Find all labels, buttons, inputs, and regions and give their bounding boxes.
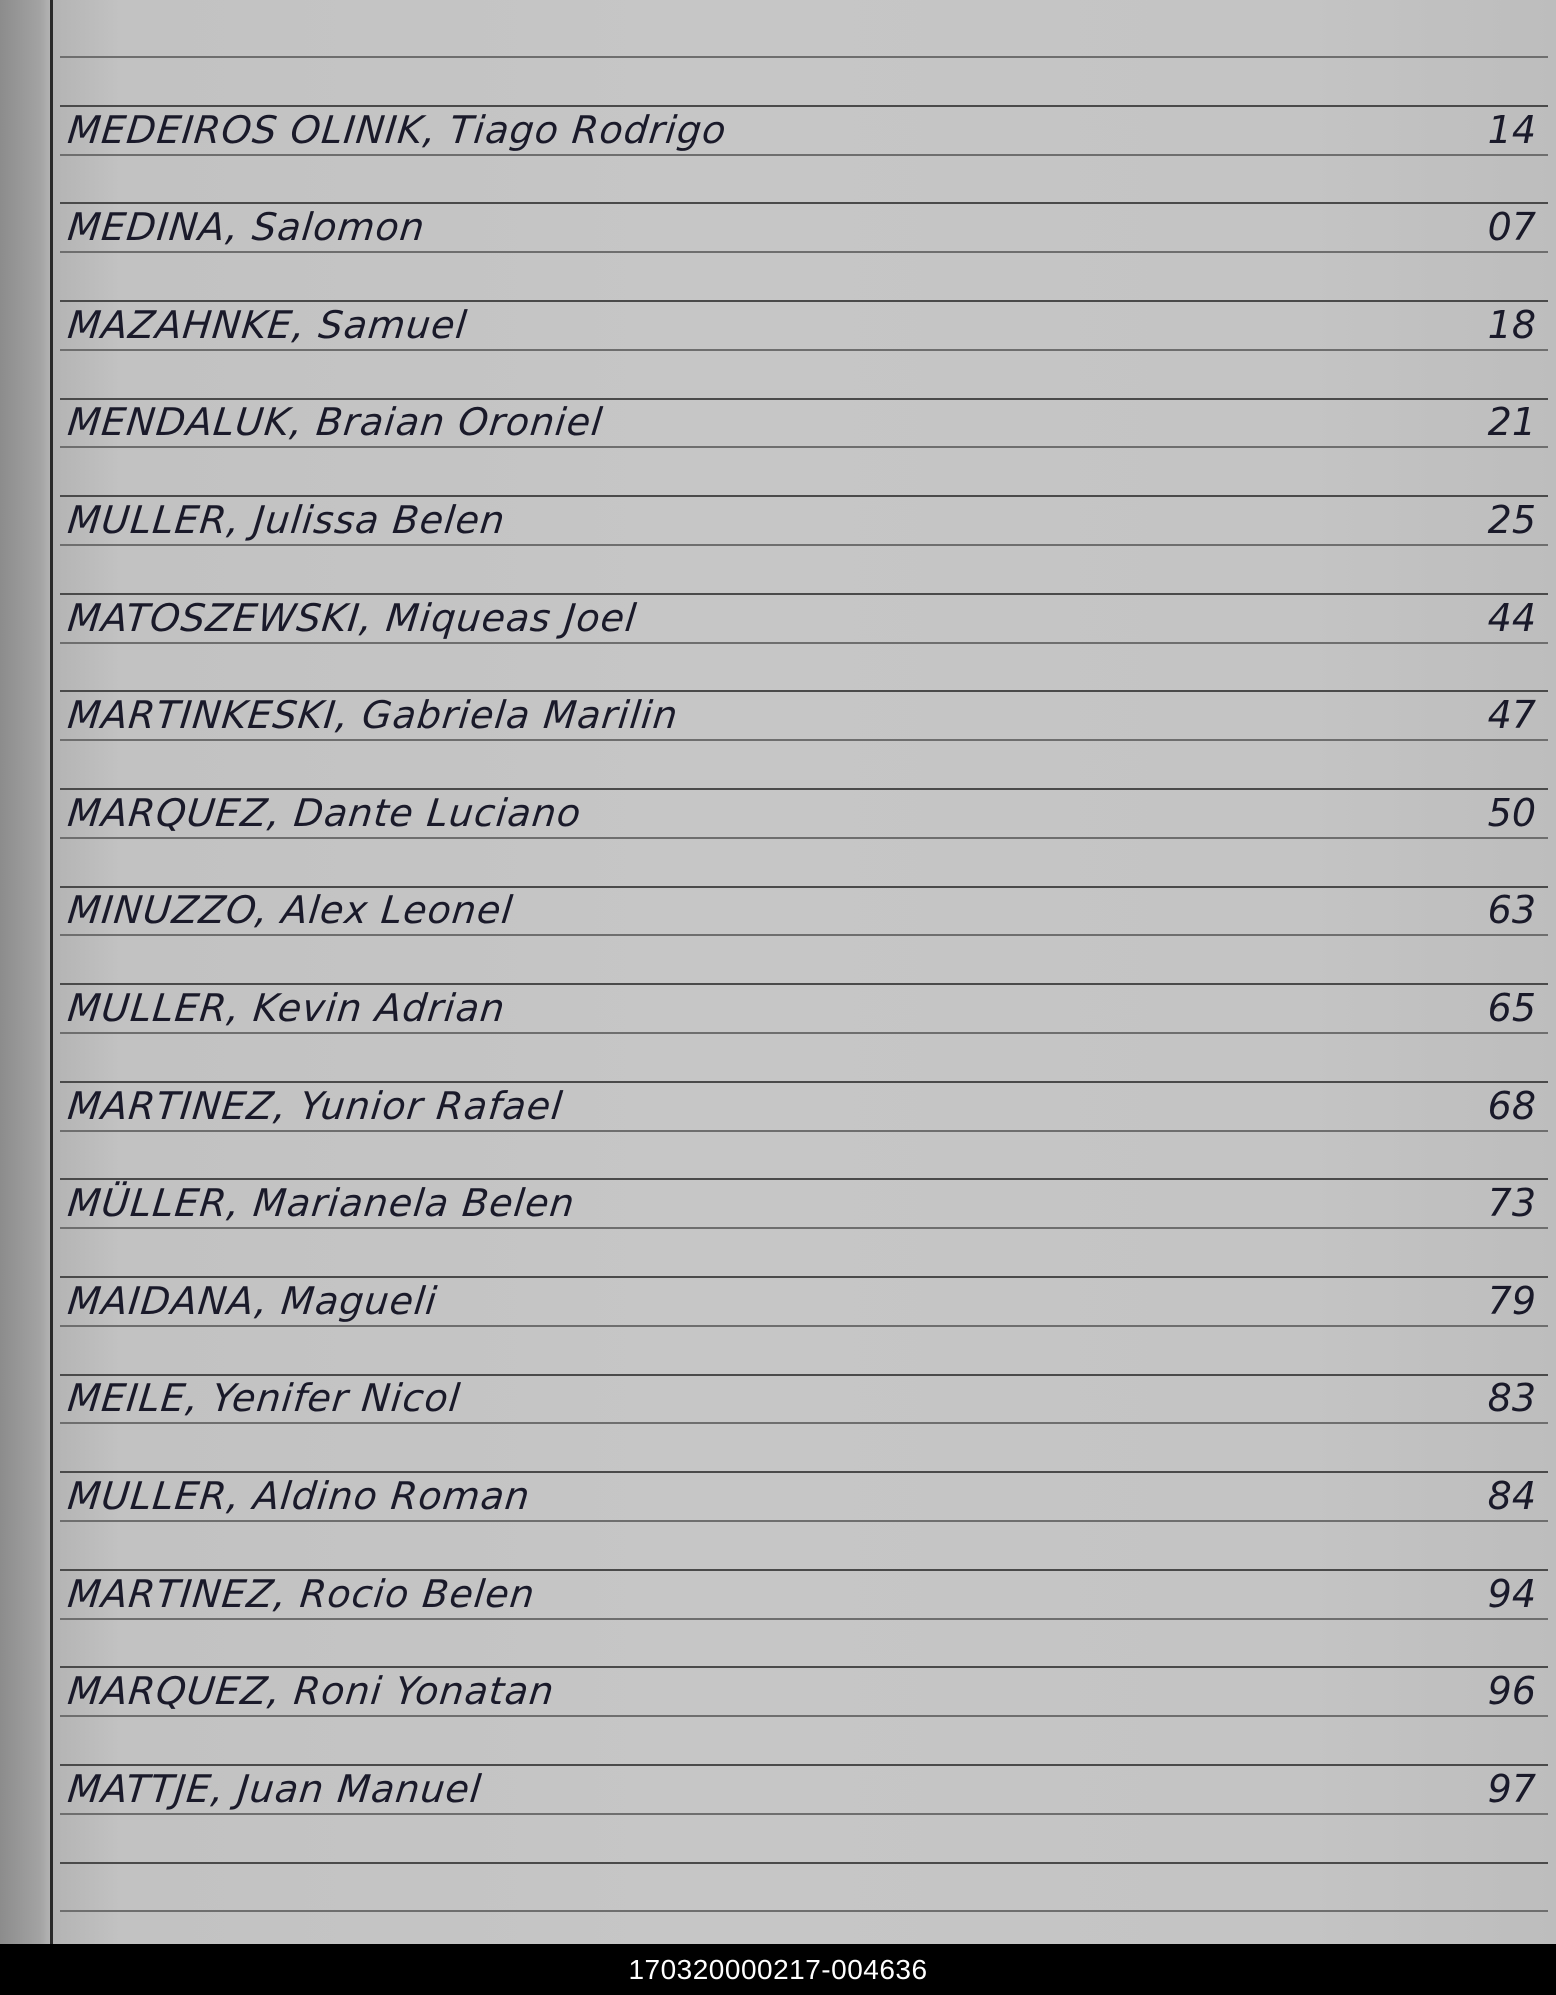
student-name: MULLER, Julissa Belen [65,498,508,542]
student-number: 44 [1487,596,1536,640]
student-name: MEILE, Yenifer Nicol [65,1376,463,1420]
list-item [60,1568,1548,1618]
student-name: MARQUEZ, Roni Yonatan [65,1669,557,1713]
list-item [60,592,1548,642]
list-item [60,1763,1548,1813]
ruled-line [60,642,1548,644]
student-name: MARTINKESKI, Gabriela Marilin [65,693,681,737]
list-item [60,1665,1548,1715]
list-item [60,884,1548,934]
student-number: 25 [1487,498,1536,542]
ruled-line [60,1520,1548,1522]
student-number: 96 [1487,1669,1536,1713]
ruled-line [60,1227,1548,1229]
ruled-line [60,739,1548,741]
ruled-line [60,1130,1548,1132]
ruled-line [60,1862,1548,1864]
margin-line [50,0,53,1944]
student-name: MAZAHNKE, Samuel [65,303,470,347]
list-item [60,982,1548,1032]
student-name: MÜLLER, Marianela Belen [65,1181,578,1225]
student-number: 50 [1487,791,1536,835]
student-number: 83 [1487,1376,1536,1420]
student-number: 84 [1487,1474,1536,1518]
student-name: MEDEIROS OLINIK, Tiago Rodrigo [65,108,729,152]
ruled-line [60,446,1548,448]
student-number: 07 [1487,205,1536,249]
list-item [60,104,1548,154]
ruled-line [60,1813,1548,1815]
student-name: MARTINEZ, Yunior Rafael [65,1084,566,1128]
student-number: 47 [1487,693,1536,737]
student-number: 18 [1487,303,1536,347]
student-name: MENDALUK, Braian Oroniel [65,400,606,444]
list-item [60,1080,1548,1130]
student-name: MEDINA, Salomon [65,205,428,249]
student-name: MATOSZEWSKI, Miqueas Joel [65,596,640,640]
ruled-line [60,837,1548,839]
list-item [60,1372,1548,1422]
student-number: 14 [1487,108,1536,152]
ruled-line [60,544,1548,546]
document-id: 170320000217-004636 [628,1953,928,1985]
ruled-line [60,1910,1548,1912]
list-item [60,299,1548,349]
ruled-line [60,934,1548,936]
ruled-line [60,1325,1548,1327]
ruled-line [60,349,1548,351]
student-name: MARTINEZ, Rocio Belen [65,1572,538,1616]
student-number: 21 [1487,400,1536,444]
student-number: 97 [1487,1767,1536,1811]
student-name: MAIDANA, Magueli [65,1279,440,1323]
student-number: 63 [1487,888,1536,932]
ruled-line [60,154,1548,156]
list-item [60,1470,1548,1520]
ruled-line [60,1032,1548,1034]
ruled-line [60,1715,1548,1717]
ruled-line [60,1422,1548,1424]
student-name: MINUZZO, Alex Leonel [65,888,516,932]
student-name: MULLER, Kevin Adrian [65,986,508,1030]
list-item [60,1275,1548,1325]
list-item [60,494,1548,544]
ruled-line [60,1618,1548,1620]
student-number: 68 [1487,1084,1536,1128]
ruled-line [60,56,1548,58]
student-name: MATTJE, Juan Manuel [65,1767,485,1811]
student-name: MARQUEZ, Dante Luciano [65,791,584,835]
list-item [60,787,1548,837]
student-number: 79 [1487,1279,1536,1323]
student-number: 73 [1487,1181,1536,1225]
student-number: 65 [1487,986,1536,1030]
list-item [60,689,1548,739]
footer-bar [0,1944,1556,1995]
ruled-line [60,251,1548,253]
list-item [60,396,1548,446]
list-item [60,1177,1548,1227]
list-item [60,201,1548,251]
student-name: MULLER, Aldino Roman [65,1474,533,1518]
student-number: 94 [1487,1572,1536,1616]
